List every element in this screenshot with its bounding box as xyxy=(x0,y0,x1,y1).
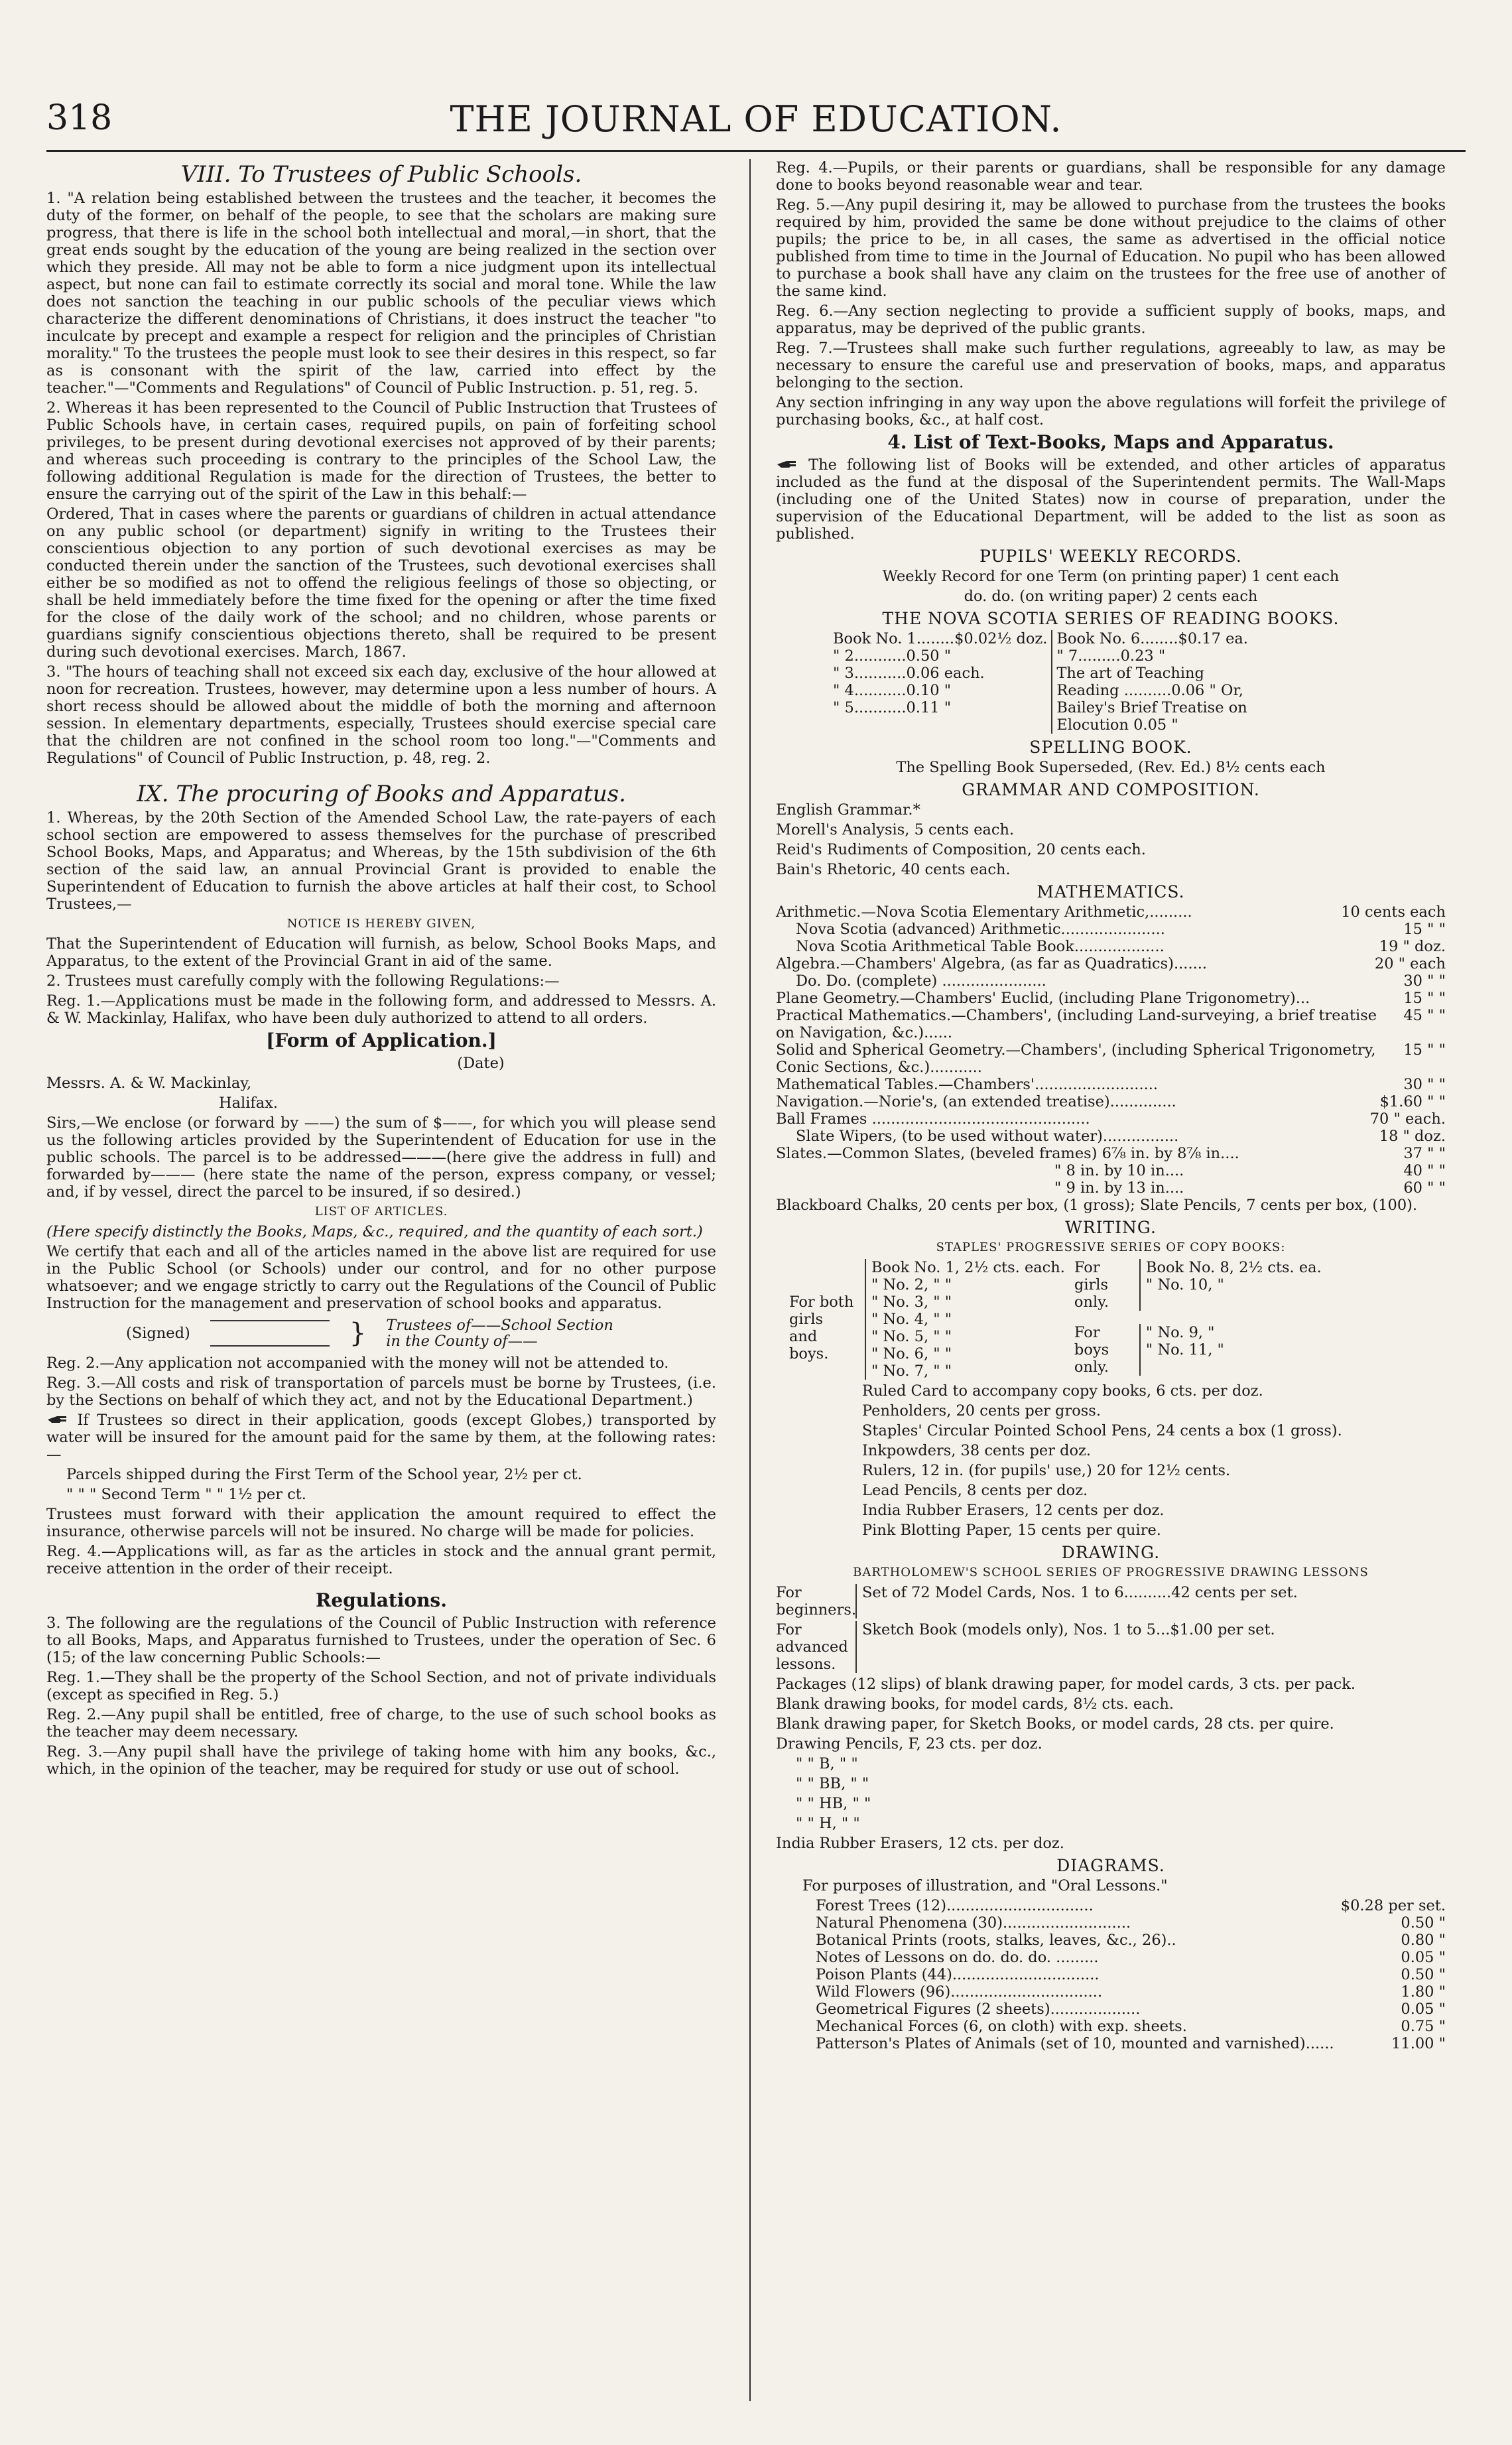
bartholomew-heading: BARTHOLOMEW'S SCHOOL SERIES OF PROGRESSIVE DRAWING LESSONS xyxy=(853,1565,1369,1579)
drawing-lesson-row xyxy=(776,1621,1446,1673)
copy-both-list xyxy=(865,1259,1065,1380)
item-name: Practical Mathematics.—Chambers', (including Land-surveying, a brief treatise on Navigation, &c.)...... xyxy=(776,1007,1377,1041)
list-item: " No. 7, " " xyxy=(871,1362,952,1380)
list-item: " " HB, " " xyxy=(796,1795,871,1812)
table-cell: " 4...........0.10 " xyxy=(833,682,952,699)
left-column xyxy=(46,159,716,1780)
paragraph: Blackboard Chalks, 20 cents per box, (1 gross); Slate Pencils, 7 cents per box, (100). xyxy=(776,1197,1418,1214)
list-item xyxy=(776,1145,1446,1162)
page-header xyxy=(46,98,1466,145)
item-name: Slate Wipers, (to be used without water)................ xyxy=(796,1128,1179,1145)
staples-heading: STAPLES' PROGRESSIVE SERIES OF COPY BOOKS: xyxy=(936,1240,1286,1254)
signature-block xyxy=(126,1317,716,1349)
list-item xyxy=(776,1093,1446,1110)
item-price: 70 " each. xyxy=(1369,1110,1446,1128)
item-price: 1.80 " xyxy=(1401,1983,1446,2001)
drawing-level-label: For beginners. xyxy=(776,1584,857,1619)
paragraph: 2. Trustees must carefully comply with the following Regulations:— xyxy=(46,972,560,990)
list-item xyxy=(776,1007,1446,1041)
list-item xyxy=(776,1076,1446,1093)
list-item: Rulers, 12 in. (for pupils' use,) 20 for 12½ cents. xyxy=(862,1462,1231,1479)
item-name: Do. Do. (complete) ...................... xyxy=(796,972,1046,990)
list-item: Staples' Circular Pointed School Pens, 24 cents a box (1 gross). xyxy=(862,1422,1342,1439)
list-item: Drawing Pencils, F, 23 cts. per doz. xyxy=(776,1735,1042,1752)
list-item xyxy=(776,1041,1446,1076)
list-item: Blank drawing paper, for Sketch Books, or model cards, 28 cts. per quire. xyxy=(776,1715,1334,1733)
item-name: Solid and Spherical Geometry.—Chambers', (including Spherical Trigonometry, Conic Sections, &c.)........... xyxy=(776,1041,1376,1076)
item-price: 20 " each xyxy=(1374,955,1446,972)
copy-girls-label: For girls only. xyxy=(1074,1259,1109,1311)
item-name: Navigation.—Norie's, (an extended treatise).............. xyxy=(776,1093,1176,1110)
form-body: Sirs,—We enclose (or forward by ——) the sum of $——, for which you will please send us the following articles provided by the Superintendent of Education for use in the public schools. The parcel is to be addressed———(here give the address in full) and forwarded by——— (here state the name of the person, express company, or vessel; and, if by vessel, direct the parcel to be insured, if so desired.) xyxy=(46,1114,716,1201)
pointing-hand-icon xyxy=(776,456,798,467)
item-name: Notes of Lessons on do. do. do. ......... xyxy=(816,1949,1099,1966)
item-price: 45 " " xyxy=(1403,1007,1446,1024)
regulation: Reg. 1.—They shall be the property of the School Section, and not of private individuals (except as specified in Reg. 5.) xyxy=(46,1669,716,1703)
list-item: " No. 5, " " xyxy=(871,1328,952,1345)
item-price: 60 " " xyxy=(1403,1179,1446,1197)
brace: } xyxy=(349,1318,367,1349)
list-item xyxy=(776,990,1446,1007)
table-cell: " 7.........0.23 " xyxy=(1052,647,1312,665)
regulation: Reg. 4.—Pupils, or their parents or guardians, shall be responsible for any damage done to books beyond reasonable wear and tear. xyxy=(776,159,1446,194)
trustees-of-text: Trustees of——School Section xyxy=(386,1317,613,1334)
item-name: Slates.—Common Slates, (beveled frames) 6⅞ in. by 8⅞ in.... xyxy=(776,1145,1239,1162)
list-item xyxy=(776,1179,1446,1197)
list-item xyxy=(776,938,1446,955)
list-item xyxy=(776,955,1446,972)
list-item: Penholders, 20 cents per gross. xyxy=(862,1402,1101,1420)
item-price: 0.80 " xyxy=(1401,1932,1446,1949)
list-item: Ruled Card to accompany copy books, 6 cts. per doz. xyxy=(862,1382,1263,1400)
regulation: Reg. 7.—Trustees shall make such further regulations, agreeably to law, as may be necessary to ensure the careful use and preservation of books, maps, and apparatus belonging to the section. xyxy=(776,340,1446,391)
table-row xyxy=(829,630,1312,647)
drawing-lesson-row xyxy=(776,1584,1446,1619)
item-price: 19 " doz. xyxy=(1379,938,1446,955)
form-date: (Date) xyxy=(457,1055,505,1072)
form-certify: We certify that each and all of the articles named in the above list are required for use in the Public School (or Schools) under our control, and for no other purpose whatsoever; and we engage strictly to carry out the Regulations of the Council of Public Instruction for the management and preservation of school books and apparatus. xyxy=(46,1243,716,1312)
insurance-note xyxy=(46,1412,716,1463)
list-item xyxy=(816,1932,1446,1949)
list-item: Bain's Rhetoric, 40 cents each. xyxy=(776,861,1011,878)
item-name: Algebra.—Chambers' Algebra, (as far as Quadratics)....... xyxy=(776,955,1208,972)
drawing-lesson-item: Set of 72 Model Cards, Nos. 1 to 6..........42 cents per set. xyxy=(855,1584,1446,1619)
paragraph: 3. The following are the regulations of the Council of Public Instruction with reference to all Books, Maps, and Apparatus furnished to Trustees, under the operation of Sec. 6 (15; of the law concerning Public Schools:— xyxy=(46,1615,716,1666)
item-price: 0.50 " xyxy=(1401,1914,1446,1932)
list-item: Packages (12 slips) of blank drawing paper, for model cards, 3 cts. per pack. xyxy=(776,1676,1356,1693)
copy-both-label: For both girls and boys. xyxy=(789,1293,854,1362)
item-name: Poison Plants (44)............................... xyxy=(816,1966,1100,1983)
list-item: Morell's Analysis, 5 cents each. xyxy=(776,821,1015,838)
text-books-list-heading: 4. List of Text-Books, Maps and Apparatus. xyxy=(887,431,1334,453)
item-price: 15 " " xyxy=(1403,921,1446,938)
pointing-hand-icon xyxy=(46,1412,69,1422)
parcels-rate: Parcels shipped during the First Term of the School year, 2½ per ct. xyxy=(66,1466,582,1483)
diagrams-heading: DIAGRAMS. xyxy=(1056,1856,1165,1875)
regulation: Reg. 3.—All costs and risk of transportation of parcels must be borne by Trustees, (i.e. by the Sections on behalf of which they act, and not by the Educational Department.) xyxy=(46,1374,716,1409)
price-line: Weekly Record for one Term (on printing paper) 1 cent each xyxy=(882,568,1340,585)
item-price: 30 " " xyxy=(1403,972,1446,990)
form-address-line: Halifax. xyxy=(219,1094,279,1112)
paragraph: Ordered, That in cases where the parents or guardians of children in actual attendance on any public school (or department) signify in writing to the Trustees their conscientious objection to any portion of such devotional exercises as may be conducted therein under the sanction of the Trustees, such devotional exercises shall either be so modified as not to offend the religious feelings of those so objecting, or shall be held immediately before the time fixed for the opening or after the time fixed for the close of the daily work of the school; and no children, whose parents or guardians signify conscientious objections thereto, shall be required to be present during such devotional exercises. March, 1867. xyxy=(46,505,716,661)
list-item: India Rubber Erasers, 12 cents per doz. xyxy=(862,1502,1165,1519)
regulation: Reg. 1.—Applications must be made in the following form, and addressed to Messrs. A. & W. Mackinlay, Halifax, who have been duly authorized to attend to all orders. xyxy=(46,992,716,1027)
paragraph: Any section infringing in any way upon the above regulations will forfeit the privilege of purchasing books, &c., at half cost. xyxy=(776,394,1446,429)
item-price: $0.28 per set. xyxy=(1340,1897,1446,1914)
table-cell: " 2...........0.50 " xyxy=(833,647,952,665)
item-name: Arithmetic.—Nova Scotia Elementary Arithmetic,......... xyxy=(776,903,1192,921)
diagrams-list xyxy=(776,1897,1446,2052)
regulation: Reg. 2.—Any application not accompanied with the money will not be attended to. xyxy=(46,1355,669,1372)
item-price: 37 " " xyxy=(1403,1145,1446,1162)
copy-gender-block xyxy=(1074,1259,1322,1376)
list-item xyxy=(776,1128,1446,1145)
drawing-heading: DRAWING. xyxy=(1061,1543,1161,1562)
item-name: Nova Scotia Arithmetical Table Book................... xyxy=(796,938,1165,955)
item-price: 40 " " xyxy=(1403,1162,1446,1179)
table-row xyxy=(829,699,1312,734)
list-item: Book No. 1, 2½ cts. each. xyxy=(871,1259,1065,1276)
item-name: " 8 in. by 10 in.... xyxy=(1054,1162,1184,1179)
list-item: " " H, " " xyxy=(796,1815,860,1832)
item-name: Plane Geometry.—Chambers' Euclid, (including Plane Trigonometry)... xyxy=(776,990,1310,1007)
list-item: Inkpowders, 38 cents per doz. xyxy=(862,1442,1092,1459)
copy-boys-block xyxy=(1074,1324,1322,1376)
item-name: Botanical Prints (roots, stalks, leaves, &c., 26).. xyxy=(816,1932,1176,1949)
list-item xyxy=(776,921,1446,938)
item-price: 15 " " xyxy=(1403,1041,1446,1059)
table-row xyxy=(829,647,1312,665)
form-title: [Form of Application.] xyxy=(266,1029,497,1051)
list-intro xyxy=(776,456,1446,543)
list-item xyxy=(816,2018,1446,2035)
copy-boys-list xyxy=(1139,1324,1224,1376)
item-price: 0.05 " xyxy=(1401,2001,1446,2018)
page-number: 318 xyxy=(46,98,113,138)
item-name: Natural Phenomena (30)........................... xyxy=(816,1914,1131,1932)
item-name: Mechanical Forces (6, on cloth) with exp. sheets. xyxy=(816,2018,1187,2035)
paragraph: 2. Whereas it has been represented to the Council of Public Instruction that Trustees of Public Schools have, in certain cases, required pupils, on pain of forfeiting school privileges, to be present during devotional exercises not approved of by their parents; and whereas such proceeding is contrary to the principles of the School Law, the following additional Regulation is made for the direction of Trustees, the better to ensure the carrying out of the spirit of the Law in this behalf:— xyxy=(46,399,716,503)
county-text: in the County of—— xyxy=(386,1333,538,1350)
signature-lines xyxy=(210,1320,330,1347)
list-item xyxy=(816,2001,1446,2018)
right-column xyxy=(776,159,1446,2052)
list-item: Blank drawing books, for model cards, 8½ cts. each. xyxy=(776,1695,1174,1713)
list-item xyxy=(816,1897,1446,1914)
list-intro-text: The following list of Books will be extended, and other articles of apparatus included as the fund at the disposal of the Superintendent permits. The Wall-Maps (including one of the United States) now in course of preparation, under the supervision of the Educational Department, will be added to the list as soon as published. xyxy=(776,456,1446,543)
header-rule xyxy=(46,150,1466,152)
copy-girls-block xyxy=(1074,1259,1322,1311)
weekly-records-heading: PUPILS' WEEKLY RECORDS. xyxy=(979,547,1242,566)
item-price: 18 " doz. xyxy=(1379,1128,1446,1145)
copy-boys-label: For boys only. xyxy=(1074,1324,1109,1376)
item-price: 11.00 " xyxy=(1391,2035,1446,2052)
section-ix-title: IX. The procuring of Books and Apparatus. xyxy=(137,781,626,807)
regulation: Reg. 2.—Any pupil shall be entitled, free of charge, to the use of such school books as the teacher may deem necessary. xyxy=(46,1706,716,1741)
journal-title: THE JOURNAL OF EDUCATION. xyxy=(450,98,1062,140)
item-name: Nova Scotia (advanced) Arithmetic...................... xyxy=(796,921,1165,938)
copy-books-block xyxy=(789,1259,1446,1380)
item-price: $1.60 " " xyxy=(1379,1093,1446,1110)
list-item: " " BB, " " xyxy=(796,1775,869,1792)
drawing-lesson-item: Sketch Book (models only), Nos. 1 to 5...$1.00 per set. xyxy=(855,1621,1446,1673)
price-line: The Spelling Book Superseded, (Rev. Ed.) 8½ cents each xyxy=(896,759,1326,776)
writing-heading: WRITING. xyxy=(1065,1218,1157,1237)
item-name: Wild Flowers (96)................................ xyxy=(816,1983,1103,2001)
table-row xyxy=(829,665,1312,682)
trustees-label xyxy=(386,1317,613,1349)
regulation: Reg. 5.—Any pupil desiring it, may be allowed to purchase from the trustees the books required by him, provided the same be done without prejudice to the claims of other pupils; the price to be, in all cases, the same as advertised in the official notice published from time to time in the Journal of Education. No pupil who has been allowed to purchase a book shall have any claim on the trustees for the free use of another of the same kind. xyxy=(776,196,1446,300)
mathematics-heading: MATHEMATICS. xyxy=(1037,882,1185,901)
item-price: 15 " " xyxy=(1403,990,1446,1007)
table-cell: Reading ..........0.06 " Or, xyxy=(1052,682,1312,699)
list-item xyxy=(776,1162,1446,1179)
table-cell: " 3...........0.06 each. xyxy=(833,665,985,682)
regulations-heading: Regulations. xyxy=(316,1589,447,1611)
diagrams-intro: For purposes of illustration, and "Oral Lessons." xyxy=(802,1877,1168,1894)
regulation: Reg. 6.—Any section neglecting to provide a sufficient supply of books, maps, and apparatus, may be deprived of the public grants. xyxy=(776,302,1446,337)
paragraph: 3. "The hours of teaching shall not exceed six each day, exclusive of the hour allowed at noon for recreation. Trustees, however, may determine upon a less number of hours. A short recess should be allowed about the middle of both the morning and afternoon session. In elementary departments, especially, Trustees should exercise special care that the children are not confined in the school room too long."—"Comments and Regulations" of Council of Public Instruction, p. 48, reg. 2. xyxy=(46,663,716,767)
list-item: " " B, " " xyxy=(796,1755,858,1772)
list-item: Book No. 8, 2½ cts. ea. xyxy=(1145,1259,1322,1276)
list-item: English Grammar.* xyxy=(776,801,920,819)
list-item: " No. 6, " " xyxy=(871,1345,952,1362)
price-line: do. do. (on writing paper) 2 cents each xyxy=(964,588,1258,605)
parcels-rate: " " " Second Term " " 1½ per ct. xyxy=(66,1486,306,1503)
list-item xyxy=(816,2035,1446,2052)
item-name: Geometrical Figures (2 sheets)................... xyxy=(816,2001,1141,2018)
reading-books-table xyxy=(829,630,1312,734)
spelling-heading: SPELLING BOOK. xyxy=(1029,738,1192,757)
list-item: " No. 3, " " xyxy=(871,1293,952,1311)
writing-list xyxy=(776,1382,1446,1539)
list-item: Lead Pencils, 8 cents per doz. xyxy=(862,1482,1088,1499)
list-item xyxy=(816,1983,1446,2001)
reading-books-heading: THE NOVA SCOTIA SERIES OF READING BOOKS. xyxy=(882,609,1340,628)
signed-label: (Signed) xyxy=(126,1325,190,1342)
item-name: Forest Trees (12)............................... xyxy=(816,1897,1094,1914)
list-item: Pink Blotting Paper, 15 cents per quire. xyxy=(862,1522,1161,1539)
water-transport-text: If Trustees so direct in their application, goods (except Globes,) transported by water will be insured for the amount paid for the same by them, at the following rates:— xyxy=(46,1412,717,1463)
list-item: " No. 9, " xyxy=(1145,1324,1215,1341)
list-item xyxy=(816,1966,1446,1983)
grammar-heading: GRAMMAR AND COMPOSITION. xyxy=(962,780,1260,799)
item-name: Patterson's Plates of Animals (set of 10, mounted and varnished)...... xyxy=(816,2035,1334,2052)
copy-girls-list xyxy=(1139,1259,1322,1311)
form-address-line: Messrs. A. & W. Mackinlay, xyxy=(46,1075,252,1092)
table-cell: " 5...........0.11 " xyxy=(833,699,952,716)
paragraph: 1. Whereas, by the 20th Section of the Amended School Law, the rate-payers of each school section are empowered to assess themselves for the purchase of prescribed School Books, Maps, and Apparatus; and Whereas, by the 15th subdivision of the 6th section of the said law, an annual Provincial Grant is provided to enable the Superintendent of Education to furnish the above articles at half their cost, to School Trustees,— xyxy=(46,809,716,913)
list-item: India Rubber Erasers, 12 cts. per doz. xyxy=(776,1835,1064,1852)
column-divider xyxy=(749,159,751,2401)
table-row xyxy=(829,682,1312,699)
notice-heading: NOTICE IS HEREBY GIVEN, xyxy=(286,917,476,931)
list-item xyxy=(776,903,1446,921)
table-cell: The art of Teaching xyxy=(1052,665,1312,682)
paragraph: 1. "A relation being established between the trustees and the teacher, it becomes the duty of the former, on behalf of the people, to see that the scholars are making sure progress, that there is life in the school both intellectual and moral,—in short, that the great ends sought by the education of the young are being realized in the section over which they preside. All may not be able to form a nice judgment upon its intellectual aspect, but none can fail to estimate correctly its social and moral tone. While the law does not sanction the teaching in our public schools of the peculiar views which characterize the different denominations of Christians, it does instruct the teacher "to inculcate by precept and example a respect for religion and the principles of Christian morality." To the trustees the people must look to see their desires in this respect, so far as is consonant with the spirit of the law, carried into effect by the teacher."—"Comments and Regulations" of Council of Public Instruction. p. 51, reg. 5. xyxy=(46,190,716,397)
item-price: 10 cents each xyxy=(1341,903,1446,921)
regulation: Reg. 4.—Applications will, as far as the articles in stock and the annual grant permit, receive attention in the order of their receipt. xyxy=(46,1543,716,1577)
table-cell: Bailey's Brief Treatise on Elocution 0.05 " xyxy=(1052,699,1312,734)
table-cell: Book No. 1........$0.02½ doz. xyxy=(833,630,1048,647)
list-of-articles-heading: LIST OF ARTICLES. xyxy=(314,1205,448,1219)
regulation: Reg. 3.—Any pupil shall have the privilege of taking home with him any books, &c., which, in the opinion of the teacher, may be required for study or use out of school. xyxy=(46,1743,716,1778)
list-item xyxy=(776,972,1446,990)
list-item: " No. 2, " " xyxy=(871,1276,952,1293)
list-item: Reid's Rudiments of Composition, 20 cents each. xyxy=(776,841,1146,858)
section-viii-title: VIII. To Trustees of Public Schools. xyxy=(180,161,582,188)
item-price: 0.50 " xyxy=(1401,1966,1446,1983)
drawing-level-label: For advanced lessons. xyxy=(776,1621,848,1673)
list-item: " No. 11, " xyxy=(1145,1341,1224,1358)
list-item xyxy=(776,1110,1446,1128)
paragraph: That the Superintendent of Education will furnish, as below, School Books Maps, and Apparatus, to the extent of the Provincial Grant in aid of the same. xyxy=(46,935,716,970)
item-price: 0.05 " xyxy=(1401,1949,1446,1966)
table-cell: Book No. 6........$0.17 ea. xyxy=(1052,630,1312,647)
list-item: " No. 10, " xyxy=(1145,1276,1224,1293)
item-name: Ball Frames .............................................. xyxy=(776,1110,1090,1128)
list-item xyxy=(816,1949,1446,1966)
list-item: " No. 4, " " xyxy=(871,1311,952,1328)
form-specify: (Here specify distinctly the Books, Maps, &c., required, and the quantity of each sort.) xyxy=(46,1223,703,1240)
paragraph: Trustees must forward with their application the amount required to effect the insurance, otherwise parcels will not be insured. No charge will be made for policies. xyxy=(46,1506,716,1540)
item-price: 0.75 " xyxy=(1401,2018,1446,2035)
item-name: " 9 in. by 13 in.... xyxy=(1054,1179,1184,1197)
item-name: Mathematical Tables.—Chambers'.......................... xyxy=(776,1076,1159,1093)
list-item xyxy=(816,1914,1446,1932)
item-price: 30 " " xyxy=(1403,1076,1446,1093)
